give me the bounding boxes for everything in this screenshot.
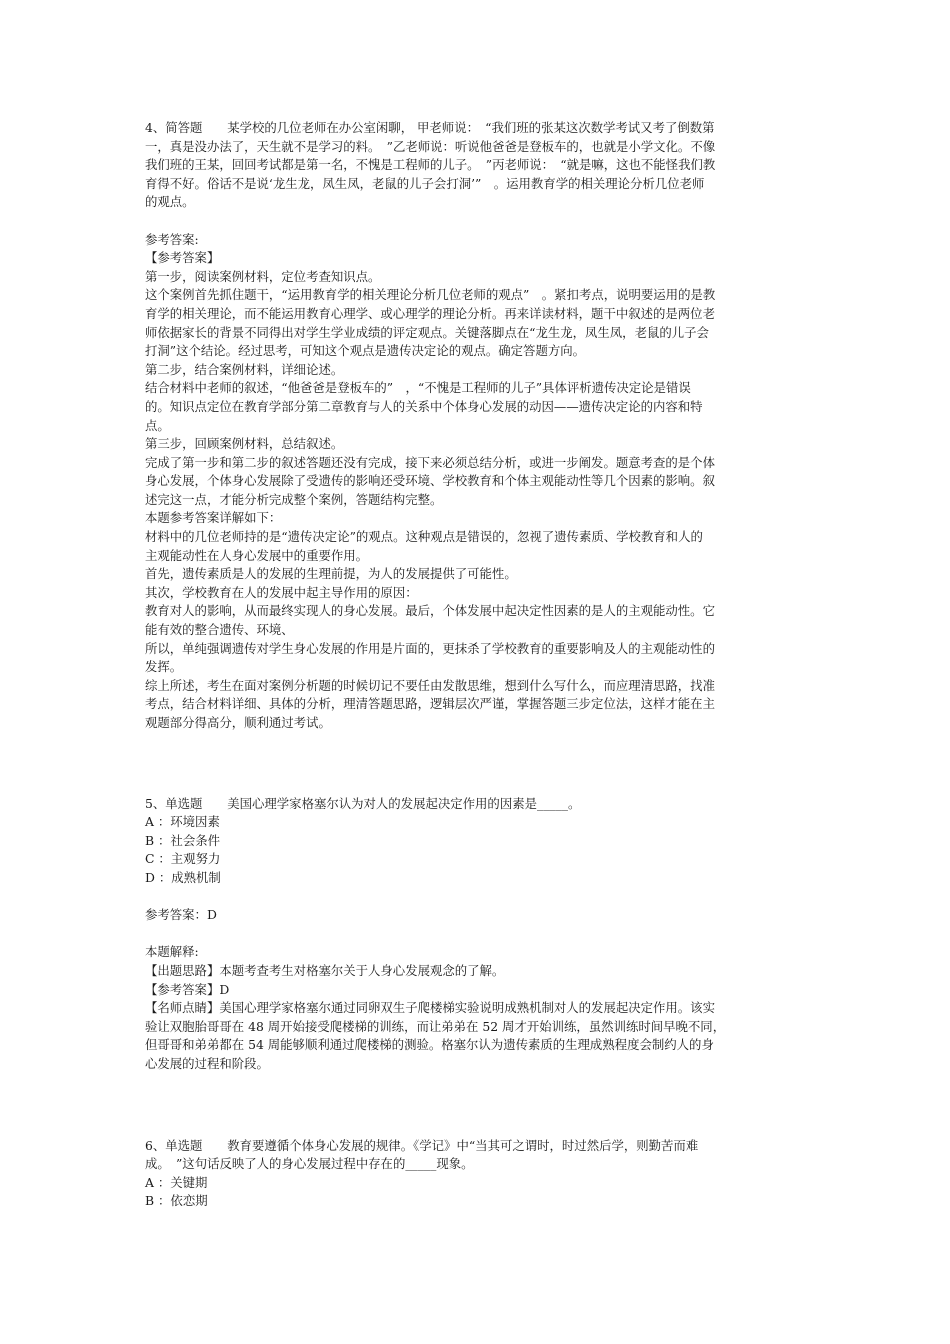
answer-line: 材料中的几位老师持的是“遗传决定论”的观点。这种观点是错误的，忽视了遗传素质、学校教育和人的	[145, 529, 703, 545]
answer-line: 述完这一点，才能分析完成整个案例，答题结构完整。	[145, 491, 443, 507]
question-stem-line: 成。 ”这句话反映了人的身心发展过程中存在的_____现象。	[145, 1156, 474, 1172]
answer-line: 观题部分得高分，顺利通过考试。	[145, 715, 331, 730]
answer-line: 第三步，回顾案例材料，总结叙述。	[145, 436, 344, 452]
option-a: A ：关键期	[145, 1174, 208, 1190]
answer-value: 参考答案：D	[145, 907, 217, 923]
explain-line: 但哥哥和弟弟都在 54 周能够顺利通过爬楼梯的测验。格塞尔认为遗传素质的生理成熟程度会制约人的身	[145, 1037, 714, 1053]
answer-line: 发挥。	[145, 659, 183, 675]
question-4	[145, 119, 807, 733]
option-d: D ：成熟机制	[145, 869, 221, 885]
question-stem-line: 一，真是没办法了，天生就不是学习的料。 ”乙老师说：听说他爸爸是登板车的，也就是小学文化。不像	[145, 138, 716, 154]
explain-line: 【参考答案】D	[145, 981, 230, 997]
answer-line: 主观能动性在人身心发展中的重要作用。	[145, 547, 369, 563]
document-page	[145, 119, 807, 1211]
answer-line: 首先，遗传素质是人的发展的生理前提，为人的发展提供了可能性。	[145, 566, 517, 582]
answer-line: 其次，学校教育在人的发展中起主导作用的原因：	[145, 584, 418, 600]
answer-line: 育学的相关理论，而不能运用教育心理学、或心理学的理论分析。再来详读材料，题干中叙述的是两位老	[145, 305, 715, 321]
answer-line: 打洞”这个结论。经过思考，可知这个观点是遗传决定论的观点。确定答题方向。	[145, 343, 586, 359]
answer-line: 师依据家长的背景不同得出对学生学业成绩的评定观点。关键落脚点在“龙生龙，凤生凤，老鼠的儿子会	[145, 324, 709, 340]
question-6	[145, 1137, 807, 1211]
question-5	[145, 795, 807, 1074]
question-stem: 5、单选题 美国心理学家格塞尔认为对人的发展起决定作用的因素是_____。	[145, 795, 581, 811]
question-stem-line: 我们班的王某，回回考试都是第一名，不愧是工程师的儿子。 ”丙老师说： “就是嘛，这也不能怪我们教	[145, 157, 716, 173]
explain-line: 【名师点睛】美国心理学家格塞尔通过同卵双生子爬楼梯实验说明成熟机制对人的发展起决定作用。该实	[145, 1000, 715, 1016]
question-stem-line: 育得不好。俗话不是说‘龙生龙，凤生凤，老鼠的儿子会打洞’” 。运用教育学的相关理论分析几位老师	[145, 175, 705, 191]
question-stem-line: 4、简答题 某学校的几位老师在办公室闲聊， 甲老师说： “我们班的张某这次数学考试又考了倒数第	[145, 120, 715, 135]
explain-line: 【出题思路】本题考查考生对格塞尔关于人身心发展观念的了解。	[145, 962, 505, 978]
answer-line: 的。知识点定位在教育学部分第二章教育与人的关系中个体身心发展的动因——遗传决定论的内容和特	[145, 398, 703, 414]
answer-line: 点。	[145, 417, 170, 433]
question-stem-line: 的观点。	[145, 194, 195, 210]
answer-line: 第一步，阅读案例材料，定位考查知识点。	[145, 268, 381, 284]
option-b: B ：社会条件	[145, 832, 220, 848]
answer-line: 所以，单纯强调遗传对学生身心发展的作用是片面的，更抹杀了学校教育的重要影响及人的主观能动性的	[145, 640, 715, 656]
answer-line: 第二步，结合案例材料，详细论述。	[145, 361, 344, 377]
option-a: A ：环境因素	[145, 814, 220, 830]
answer-label: 参考答案:	[145, 231, 199, 247]
explain-line: 验让双胞胎哥哥在 48 周开始接受爬楼梯的训练，而让弟弟在 52 周才开始训练，虽然训练时间早晚不同，	[145, 1018, 726, 1034]
explain-label: 本题解释:	[145, 944, 199, 960]
option-c: C ：主观努力	[145, 851, 221, 867]
explain-line: 心发展的过程和阶段。	[145, 1055, 269, 1071]
answer-line: 综上所述，考生在面对案例分析题的时候切记不要任由发散思维，想到什么写什么，而应理清思路，找准	[145, 677, 715, 693]
answer-line: 结合材料中老师的叙述，“他爸爸是登板车的” ，“不愧是工程师的儿子”具体评析遗传决定论是错误	[145, 380, 691, 396]
answer-line: 能有效的整合遗传、环境、	[145, 622, 294, 638]
answer-line: 本题参考答案详解如下：	[145, 510, 282, 526]
answer-line: 身心发展，个体身心发展除了受遗传的影响还受环境、学校教育和个体主观能动性等几个因素的影响。叙	[145, 473, 715, 489]
question-stem-line: 6、单选题 教育要遵循个体身心发展的规律。《学记》中“当其可之谓时，时过然后学，则勤苦而难	[145, 1137, 699, 1153]
answer-line: 考点，结合材料详细、具体的分析，理清答题思路，逻辑层次严谨，掌握答题三步定位法，这样才能在主	[145, 696, 715, 712]
answer-line: 完成了第一步和第二步的叙述答题还没有完成，接下来必须总结分析，或进一步阐发。题意考查的是个体	[145, 454, 715, 470]
answer-line: 教育对人的影响，从而最终实现人的身心发展。最后，个体发展中起决定性因素的是人的主观能动性。它	[145, 603, 715, 619]
answer-line: 【参考答案】	[145, 250, 220, 266]
answer-line: 这个案例首先抓住题干，“运用教育学的相关理论分析几位老师的观点” 。紧扣考点，说明要运用的是教	[145, 287, 716, 303]
option-b: B ：依恋期	[145, 1193, 208, 1209]
